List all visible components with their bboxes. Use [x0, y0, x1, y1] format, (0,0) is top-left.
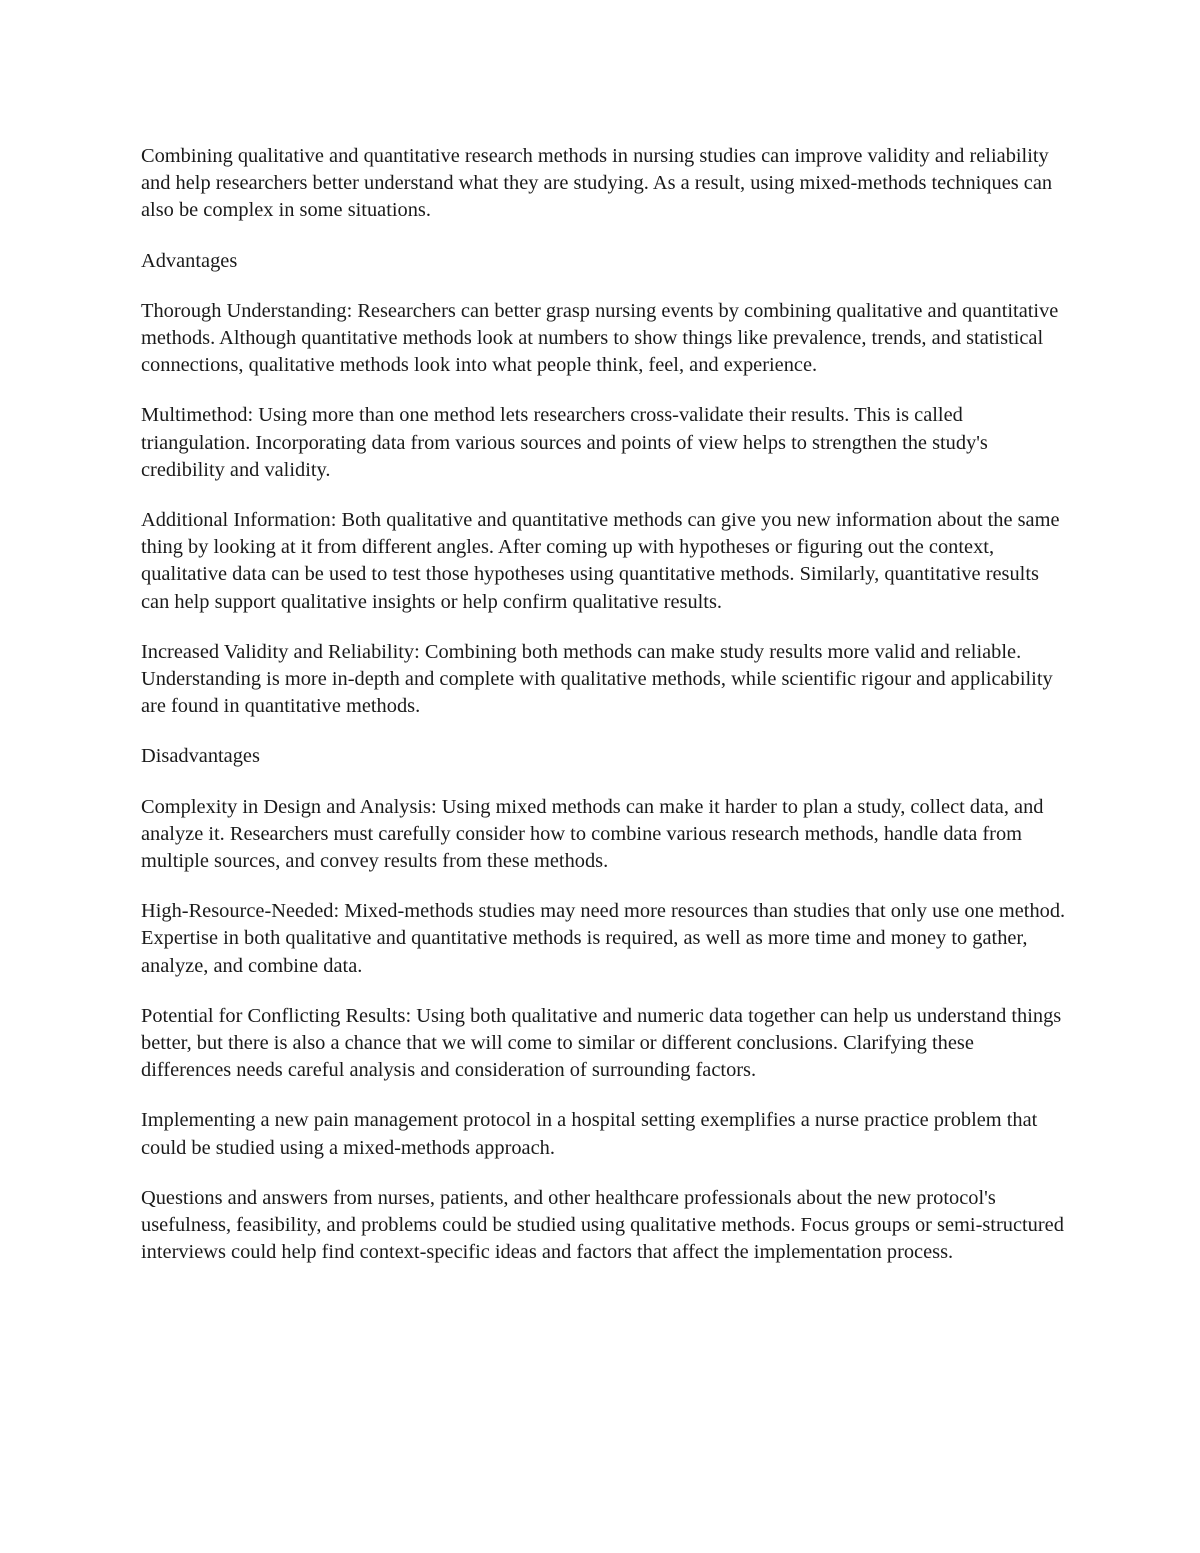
practice-problem-paragraph: Implementing a new pain management protocol in a hospital setting exemplifies a nurse practice problem that could be studied using a mixed-methods approach.: [141, 1109, 1038, 1159]
high-resource-paragraph: High-Resource-Needed: Mixed-methods studies may need more resources than studies that only use one method. Expertise in both qualitative and quantitative methods is required, as well as more time and money to gather, analyze, and combine data.: [141, 900, 1066, 977]
intro-paragraph: Combining qualitative and quantitative research methods in nursing studies can improve validity and reliability and help researchers better understand what they are studying. As a result, using mixed-methods techniques can also be complex in some situations.: [141, 145, 1053, 222]
increased-validity-paragraph: Increased Validity and Reliability: Combining both methods can make study results more valid and reliable. Understanding is more in-depth and complete with qualitative methods, while scientific rigour and applicability are found in quantitative methods.: [141, 640, 1053, 718]
disadvantages-heading: Disadvantages: [141, 745, 260, 768]
complexity-paragraph: Complexity in Design and Analysis: Using mixed methods can make it harder to plan a study, collect data, and analyze it. Researchers must carefully consider how to combine various research methods, handle data from multiple sources, and convey results from these methods.: [141, 795, 1044, 873]
conflicting-results-paragraph: Potential for Conflicting Results: Using both qualitative and numeric data together can help us understand things better, but there is also a chance that we will come to similar or different conclusions. Clarifying these differences needs careful analysis and consideration of surrounding factors.: [141, 1004, 1062, 1082]
advantages-heading: Advantages: [141, 249, 238, 272]
qualitative-approach-paragraph: Questions and answers from nurses, patients, and other healthcare professionals about the new protocol's usefulness, feasibility, and problems could be studied using qualitative methods. Focus groups or semi-structured interviews could help find context-specific ideas and factors that affect the implementation process.: [141, 1186, 1064, 1264]
multimethod-paragraph: Multimethod: Using more than one method lets researchers cross-validate their results. This is called triangulation. Incorporating data from various sources and points of view helps to strengthen the study's credibility and validity.: [141, 404, 988, 481]
document-body: [141, 143, 1066, 1290]
additional-information-paragraph: Additional Information: Both qualitative and quantitative methods can give you new information about the same thing by looking at it from different angles. After coming up with hypotheses or figuring out the context, qualitative data can be used to test those hypotheses using quantitative methods. Similarly, quantitative results can help support qualitative insights or help confirm qualitative results.: [141, 509, 1060, 613]
thorough-understanding-paragraph: Thorough Understanding: Researchers can better grasp nursing events by combining qualitative and quantitative methods. Although quantitative methods look at numbers to show things like prevalence, trends, and statistical connections, qualitative methods look into what people think, feel, and experience.: [141, 299, 1059, 377]
